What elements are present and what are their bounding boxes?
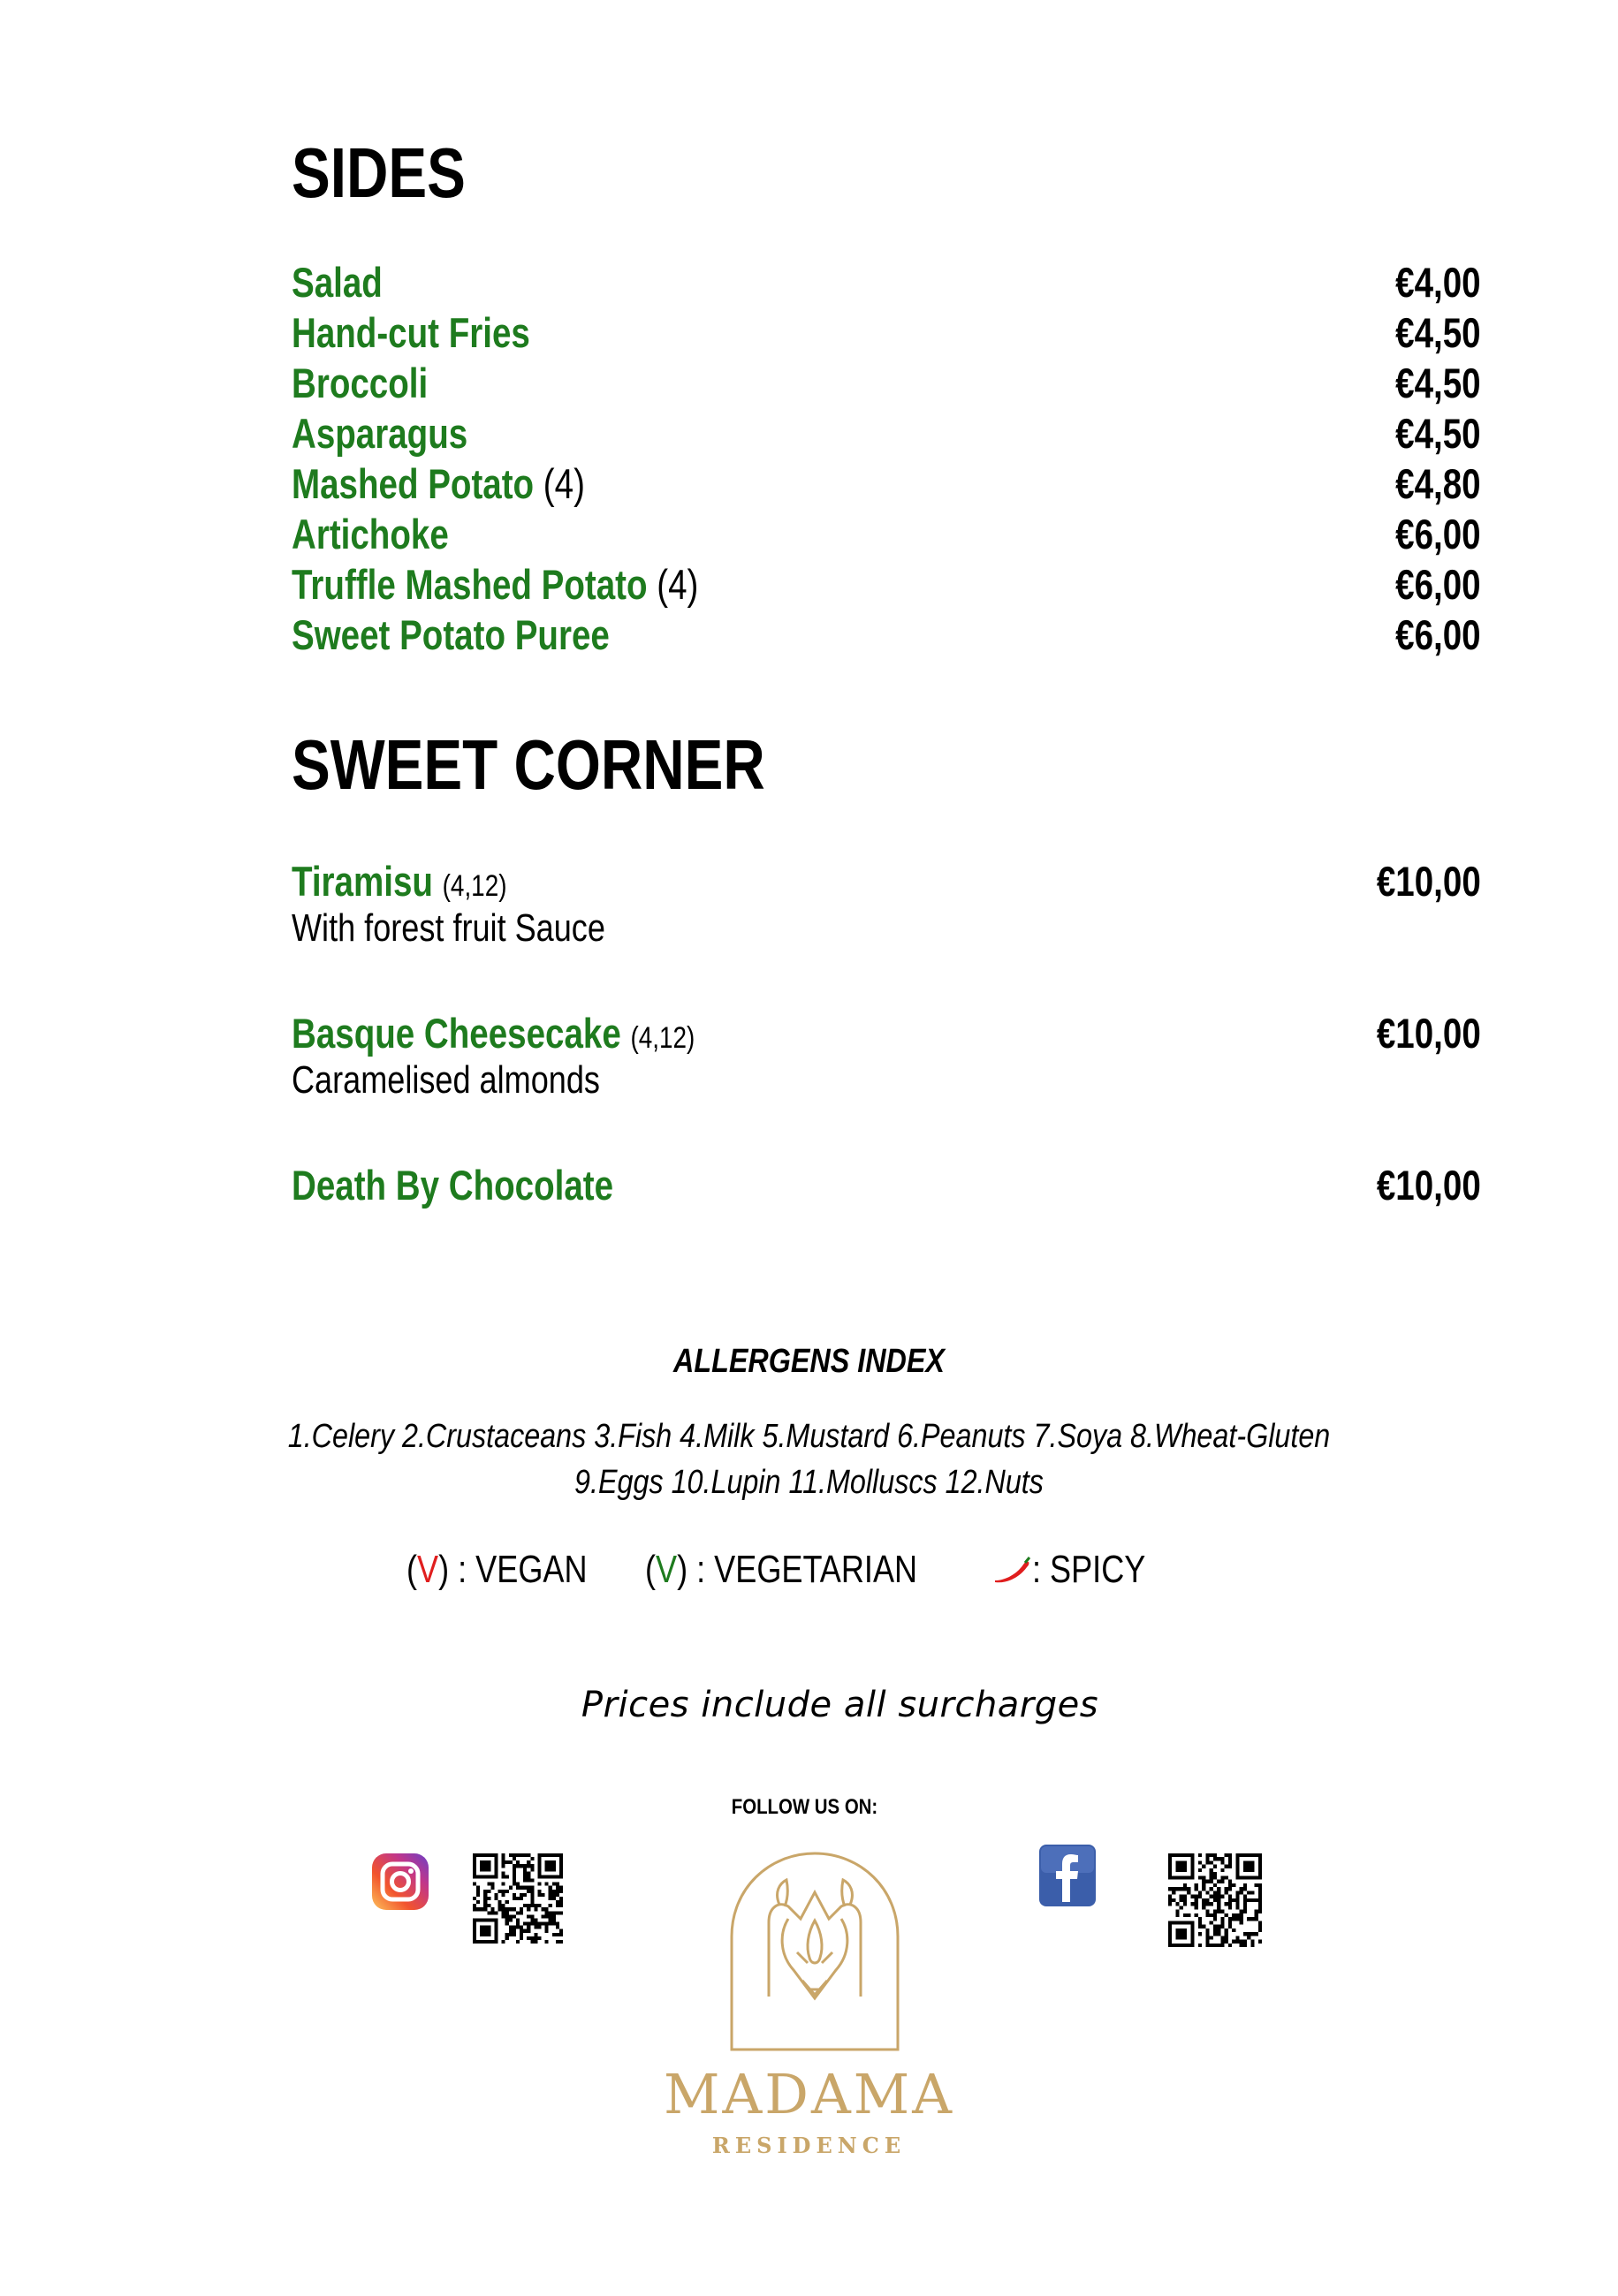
instagram-qr-code[interactable] xyxy=(473,1853,563,1944)
menu-item xyxy=(292,308,1481,360)
brand-sub: RESIDENCE xyxy=(711,2133,907,2158)
item-name: Salad xyxy=(292,259,383,306)
item-price: €4,00 xyxy=(1395,259,1481,306)
chili-pepper-icon xyxy=(991,1554,1032,1586)
item-name: Basque Cheesecake xyxy=(292,1010,621,1057)
item-name: Sweet Potato Puree xyxy=(292,611,610,658)
vegetarian-label: : VEGETARIAN xyxy=(687,1548,918,1591)
item-price: €6,00 xyxy=(1395,511,1481,557)
item-name: Truffle Mashed Potato xyxy=(292,561,648,608)
item-name-wrap xyxy=(292,459,585,508)
menu-item xyxy=(292,359,1481,410)
follow-wrap xyxy=(0,1795,1614,1820)
item-name: Death By Chocolate xyxy=(292,1162,614,1209)
vegetarian-symbol: V xyxy=(656,1548,678,1591)
legend-paren: ) xyxy=(438,1548,450,1591)
item-allergens: (4,12) xyxy=(630,1021,695,1055)
item-price: €6,00 xyxy=(1395,611,1481,658)
menu-item xyxy=(292,510,1481,561)
legend-vegan xyxy=(406,1548,588,1592)
menu-item xyxy=(292,409,1481,460)
prices-note: Prices include all surcharges xyxy=(581,1685,1099,1725)
menu-item xyxy=(292,560,1481,611)
allergens-line-1: 1.Celery 2.Crustaceans 3.Fish 4.Milk 5.Mustard 6.Peanuts 7.Soya 8.Wheat-Gluten xyxy=(287,1418,1331,1455)
item-name: Mashed Potato xyxy=(292,460,535,507)
allergens-title: ALLERGENS INDEX xyxy=(673,1343,945,1380)
item-name: Asparagus xyxy=(292,410,468,457)
menu-item xyxy=(292,459,1481,511)
menu-item xyxy=(292,610,1481,662)
item-name-wrap xyxy=(292,1009,695,1057)
item-price: €10,00 xyxy=(1377,1162,1481,1209)
madama-logo-emblem xyxy=(726,1848,903,2053)
legend-paren: ( xyxy=(645,1548,657,1591)
item-allergens: (4) xyxy=(657,561,699,608)
facebook-qr-code[interactable] xyxy=(1168,1853,1262,1947)
item-name: Broccoli xyxy=(292,360,429,406)
item-price: €4,50 xyxy=(1395,360,1481,406)
item-price: €10,00 xyxy=(1377,1010,1481,1057)
menu-item xyxy=(292,258,1481,309)
dessert-item xyxy=(292,857,1481,963)
sides-title: SIDES xyxy=(292,133,466,212)
item-name-wrap xyxy=(292,560,698,609)
brand-sub-wrap xyxy=(0,2133,1618,2158)
item-name: Tiramisu xyxy=(292,858,433,905)
follow-label: FOLLOW US ON: xyxy=(731,1795,878,1819)
dessert-item xyxy=(292,1009,1481,1115)
legend-spicy xyxy=(991,1548,1171,1592)
allergens-line-2: 9.Eggs 10.Lupin 11.Molluscs 12.Nuts xyxy=(574,1464,1044,1501)
legend-paren: ) xyxy=(677,1548,688,1591)
item-name: Artichoke xyxy=(292,511,449,557)
vegan-label: : VEGAN xyxy=(449,1548,588,1591)
item-price: €10,00 xyxy=(1377,858,1481,905)
item-name: Hand-cut Fries xyxy=(292,309,530,356)
item-description: With forest fruit Sauce xyxy=(292,906,605,950)
allergens-block xyxy=(0,1343,1618,1381)
item-price: €4,50 xyxy=(1395,410,1481,457)
instagram-icon[interactable] xyxy=(371,1853,429,1911)
dessert-item xyxy=(292,1161,1481,1267)
brand-name: MADAMA xyxy=(664,2062,954,2126)
allergens-line-1-wrap xyxy=(0,1418,1618,1456)
item-price: €4,80 xyxy=(1395,460,1481,507)
item-name-wrap xyxy=(292,857,506,906)
facebook-icon[interactable] xyxy=(1038,1844,1097,1907)
legend-paren: ( xyxy=(406,1548,418,1591)
item-allergens: (4,12) xyxy=(442,869,507,903)
item-price: €6,00 xyxy=(1395,561,1481,608)
sweet-title: SWEET CORNER xyxy=(292,725,765,804)
vegan-symbol: V xyxy=(417,1548,439,1591)
item-allergens: (4) xyxy=(543,460,585,507)
item-price: €4,50 xyxy=(1395,309,1481,356)
prices-note-wrap xyxy=(31,1685,1618,1725)
brand-name-wrap xyxy=(0,2062,1618,2126)
allergens-line-2-wrap xyxy=(0,1464,1618,1502)
item-description: Caramelised almonds xyxy=(292,1058,600,1102)
legend-vegetarian xyxy=(645,1548,917,1592)
spicy-label: : SPICY xyxy=(1032,1548,1146,1591)
